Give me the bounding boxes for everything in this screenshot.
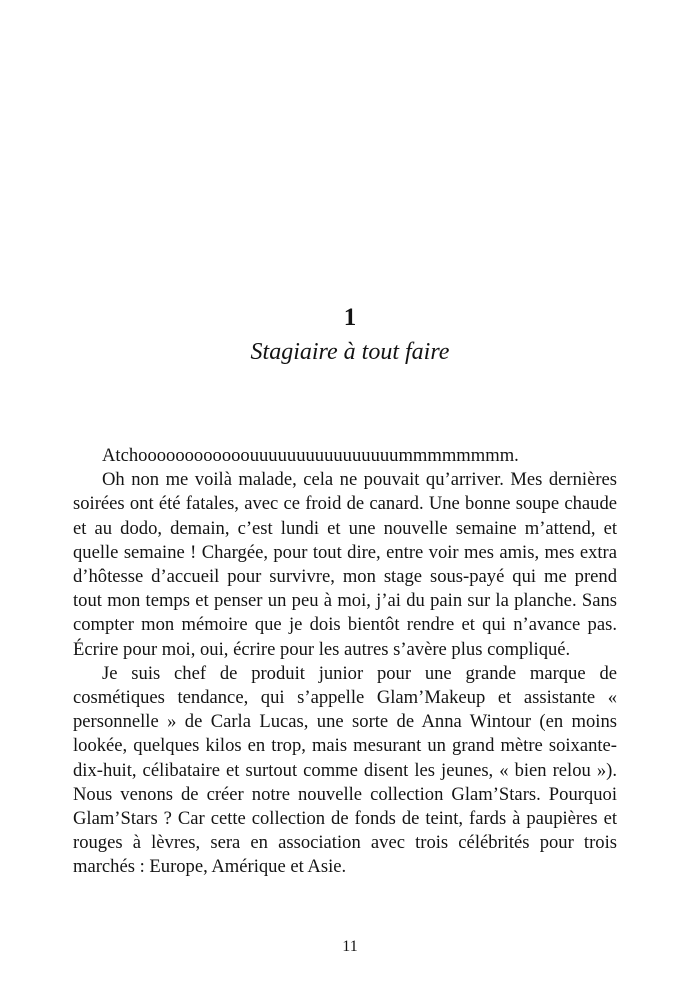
chapter-title: Stagiaire à tout faire	[250, 339, 450, 365]
paragraph-1: Atchoooooooooooouuuuuuuuuuuuuuuummmmmmmm.	[102, 445, 519, 466]
chapter-body	[73, 444, 617, 880]
paragraph-2: Oh non me voilà malade, cela ne pouvait qu’arriver. Mes dernières soirées ont été fatales, avec ce froid de canard. Une bonne soupe chaude et au dodo, demain, c’est lundi et une nouvelle semaine m’attend, et quelle semaine ! Chargée, pour tout dire, entre voir mes amis, mes extra d’hôtesse d’accueil pour survivre, mon stage sous-payé qui me prend tout mon temps et penser un peu à moi, j’ai du pain sur la planche. Sans compter mon mémoire que je dois bientôt rendre et qui n’avance pas. Écrire pour moi, oui, écrire pour les autres s’avère plus compliqué.	[73, 469, 617, 660]
page-number: 11	[342, 938, 358, 955]
paragraph-3: Je suis chef de produit junior pour une grande marque de cosmétiques tendance, qui s’appelle Glam’Makeup et assistante « personnelle » de Carla Lucas, une sorte de Anna Wintour (en moins lookée, quelques kilos en trop, mais mesurant un grand mètre soixante-dix-huit, célibataire et surtout comme disent les jeunes, « bien relou »). Nous venons de créer notre nouvelle collection Glam’Stars. Pourquoi Glam’Stars ? Car cette collection de fonds de teint, fards à paupières et rouges à lèvres, sera en association avec trois célébrités pour trois marchés : Europe, Amérique et Asie.	[73, 662, 617, 878]
chapter-number: 1	[343, 304, 357, 331]
